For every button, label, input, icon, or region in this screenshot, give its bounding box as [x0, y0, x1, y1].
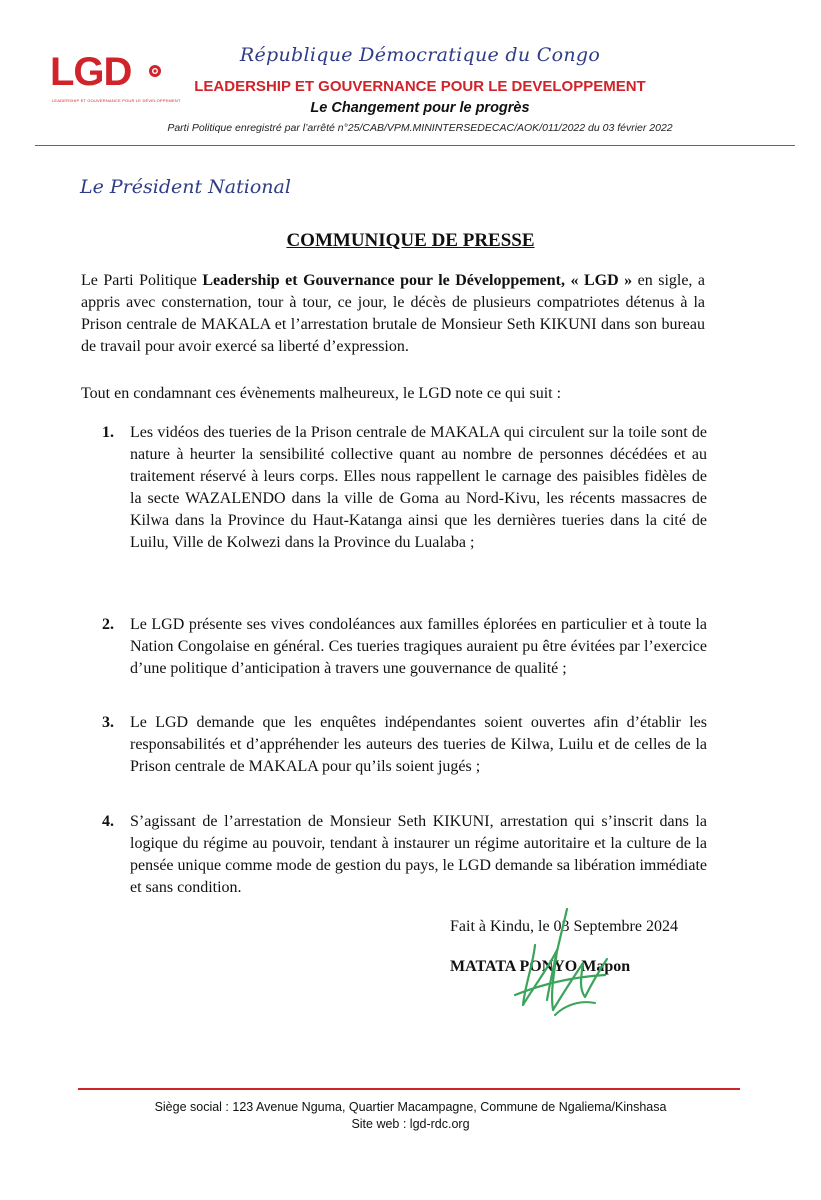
republic-title: République Démocratique du Congo	[239, 44, 601, 66]
logo-text: LGD	[50, 50, 132, 94]
list-item-number: 1.	[102, 424, 114, 441]
intro-party-name: Leadership et Gouvernance pour le Développement, « LGD »	[202, 272, 633, 289]
list-item-number: 3.	[102, 714, 114, 731]
party-logo	[50, 50, 181, 110]
intro-paragraph	[81, 270, 705, 358]
intro-lead: Le Parti Politique	[81, 272, 203, 289]
list-item-text: S’agissant de l’arrestation de Monsieur Seth KIKUNI, arrestation qui s’inscrit dans la logique du régime au pouvoir, tendant à instaurer un régime autoritaire et la culture de la pensée unique comme mode de gestion du pays, le LGD demande sa libération immédiate et sans condition.	[130, 813, 707, 896]
list-item-text: Le LGD demande que les enquêtes indépendantes soient ouvertes afin d’établir les responsabilités et d’appréhender les auteurs des tueries de Kilwa, Luilu et de celles de la Prison centrale de MAKALA pour qu’ils soient jugés ;	[130, 714, 707, 775]
list-item-number: 2.	[102, 616, 114, 633]
signatory-name: MATATA PONYO Mapon	[450, 958, 631, 975]
list-item-text: Le LGD présente ses vives condoléances aux familles éplorées en particulier et à toute la Nation Congolaise en général. Ces tueries tragiques auraient pu être évitées par l’exercice d’une politique d’anticipation à travers une gouvernance de qualité ;	[130, 616, 707, 677]
place-and-date: Fait à Kindu, le 03 Septembre 2024	[450, 918, 678, 935]
list-item-text: Les vidéos des tueries de la Prison centrale de MAKALA qui circulent sur la toile sont de nature à heurter la sensibilité collective quant au nombre de personnes décédées et au traitement réservé à leurs corps. Elles nous rappellent le carnage des paisibles fidèles de la secte WAZALENDO dans la ville de Goma au Nord-Kivu, les récents massacres de Kilwa dans la Province du Haut-Katanga ainsi que les dernières tueries dans la cité de Luilu, Ville de Kolwezi dans la Province du Lualaba ;	[130, 424, 707, 551]
footer-website: Site web : lgd-rdc.org	[351, 1117, 470, 1131]
president-title: Le Président National	[80, 176, 291, 198]
footer-address: Siège social : 123 Avenue Nguma, Quartier Macampagne, Commune de Ngaliema/Kinshasa	[154, 1100, 667, 1114]
list-item-number: 4.	[102, 813, 114, 830]
intro-second-paragraph: Tout en condamnant ces évènements malheureux, le LGD note ce qui suit :	[81, 385, 562, 402]
handwritten-signature-icon	[495, 905, 615, 1025]
logo-emblem-icon	[148, 64, 162, 78]
header-divider	[35, 145, 795, 146]
party-name: LEADERSHIP ET GOUVERNANCE POUR LE DEVELOPPEMENT	[194, 78, 646, 95]
registration-note: Parti Politique enregistré par l’arrêté n°25/CAB/VPM.MININTERSEDECAC/AOK/011/2022 du 03 février 2022	[167, 122, 673, 134]
footer-divider	[78, 1088, 740, 1090]
document-title: COMMUNIQUE DE PRESSE	[286, 230, 535, 251]
slogan: Le Changement pour le progrès	[310, 100, 530, 116]
logo-subtitle: LEADERSHIP ET GOUVERNANCE POUR LE DÉVELOPPEMENT	[52, 98, 181, 103]
intro-rest: en sigle, a appris avec consternation, tour à tour, ce jour, le décès de plusieurs compatriotes détenus à la Prison centrale de MAKALA et l’arrestation brutale de Monsieur Seth KIKUNI dans son bureau de travail pour avoir exercé sa liberté d’expression.	[81, 272, 706, 355]
